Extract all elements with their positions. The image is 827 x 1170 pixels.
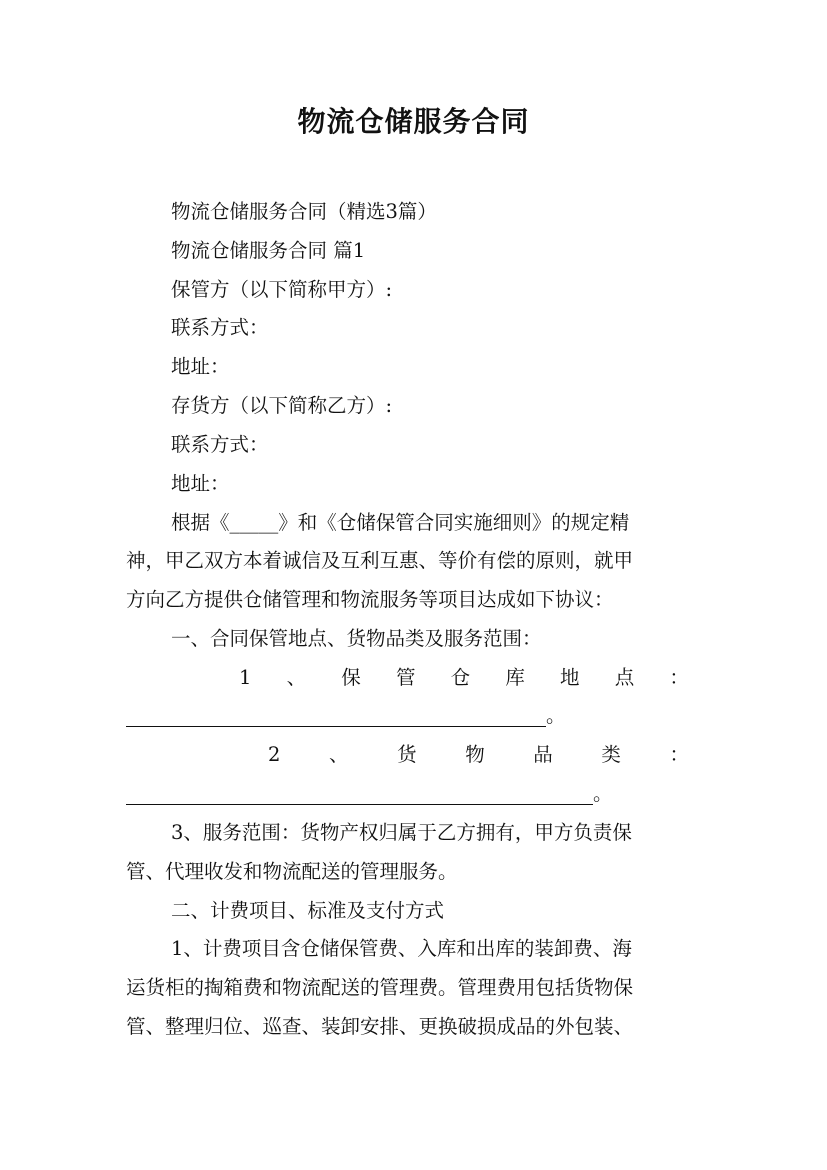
item-char: 货 xyxy=(397,743,417,766)
item-goods-category xyxy=(268,745,689,765)
item-char: 地 xyxy=(560,666,580,689)
item-char: 2 xyxy=(268,743,281,766)
item-char: 物 xyxy=(465,743,485,766)
item-char: 品 xyxy=(533,743,553,766)
item-char: 1 xyxy=(239,666,252,689)
party-b-contact: 联系方式： xyxy=(171,433,269,456)
item-end: 。 xyxy=(546,704,566,727)
item-char: ： xyxy=(669,666,689,689)
item-char: 库 xyxy=(505,666,525,689)
section-heading: 物流仓储服务合同 篇1 xyxy=(171,239,366,262)
item-char: ： xyxy=(669,743,689,766)
paragraph-line: 运货柜的掏箱费和物流配送的管理费。管理费用包括货物保 xyxy=(126,976,634,999)
contract-subtitle: 物流仓储服务合同（精选3篇） xyxy=(171,200,437,223)
item-char: 保 xyxy=(341,666,361,689)
clause-heading: 二、计费项目、标准及支付方式 xyxy=(171,899,445,922)
blank-field-category xyxy=(126,784,613,805)
blank-underline xyxy=(126,784,593,805)
party-a-label: 保管方（以下简称甲方）: xyxy=(171,278,393,301)
item-storage-location xyxy=(239,668,689,688)
paragraph-line: 管、整理归位、巡查、装卸安排、更换破损成品的外包装、 xyxy=(126,1015,634,1038)
item-char: 点 xyxy=(614,666,635,689)
item-char: 管 xyxy=(395,666,416,689)
paragraph-line: 神，甲乙双方本着诚信及互利互惠、等价有偿的原则，就甲 xyxy=(126,549,634,572)
item-char: 类 xyxy=(601,743,621,766)
blank-field-location xyxy=(126,706,566,727)
document-title: 物流仓储服务合同 xyxy=(297,105,530,138)
party-b-address: 地址： xyxy=(171,472,230,495)
item-char: 、 xyxy=(286,666,307,689)
paragraph-line: 3、服务范围：货物产权归属于乙方拥有，甲方负责保 xyxy=(171,821,632,844)
paragraph-line: 1、计费项目含仓储保管费、入库和出库的装卸费、海 xyxy=(171,937,632,960)
clause-heading: 一、合同保管地点、货物品类及服务范围： xyxy=(171,627,542,650)
paragraph-line: 根据《_____》和《仓储保管合同实施细则》的规定精 xyxy=(171,511,630,534)
party-a-contact: 联系方式： xyxy=(171,316,269,339)
item-char: 、 xyxy=(329,743,349,766)
blank-underline xyxy=(126,706,546,727)
item-end: 。 xyxy=(593,782,613,805)
item-char: 仓 xyxy=(450,666,471,689)
paragraph-line: 管、代理收发和物流配送的管理服务。 xyxy=(126,860,458,883)
party-b-label: 存货方（以下简称乙方）: xyxy=(171,394,393,417)
paragraph-line: 方向乙方提供仓储管理和物流服务等项目达成如下协议： xyxy=(126,588,614,611)
party-a-address: 地址： xyxy=(171,355,230,378)
